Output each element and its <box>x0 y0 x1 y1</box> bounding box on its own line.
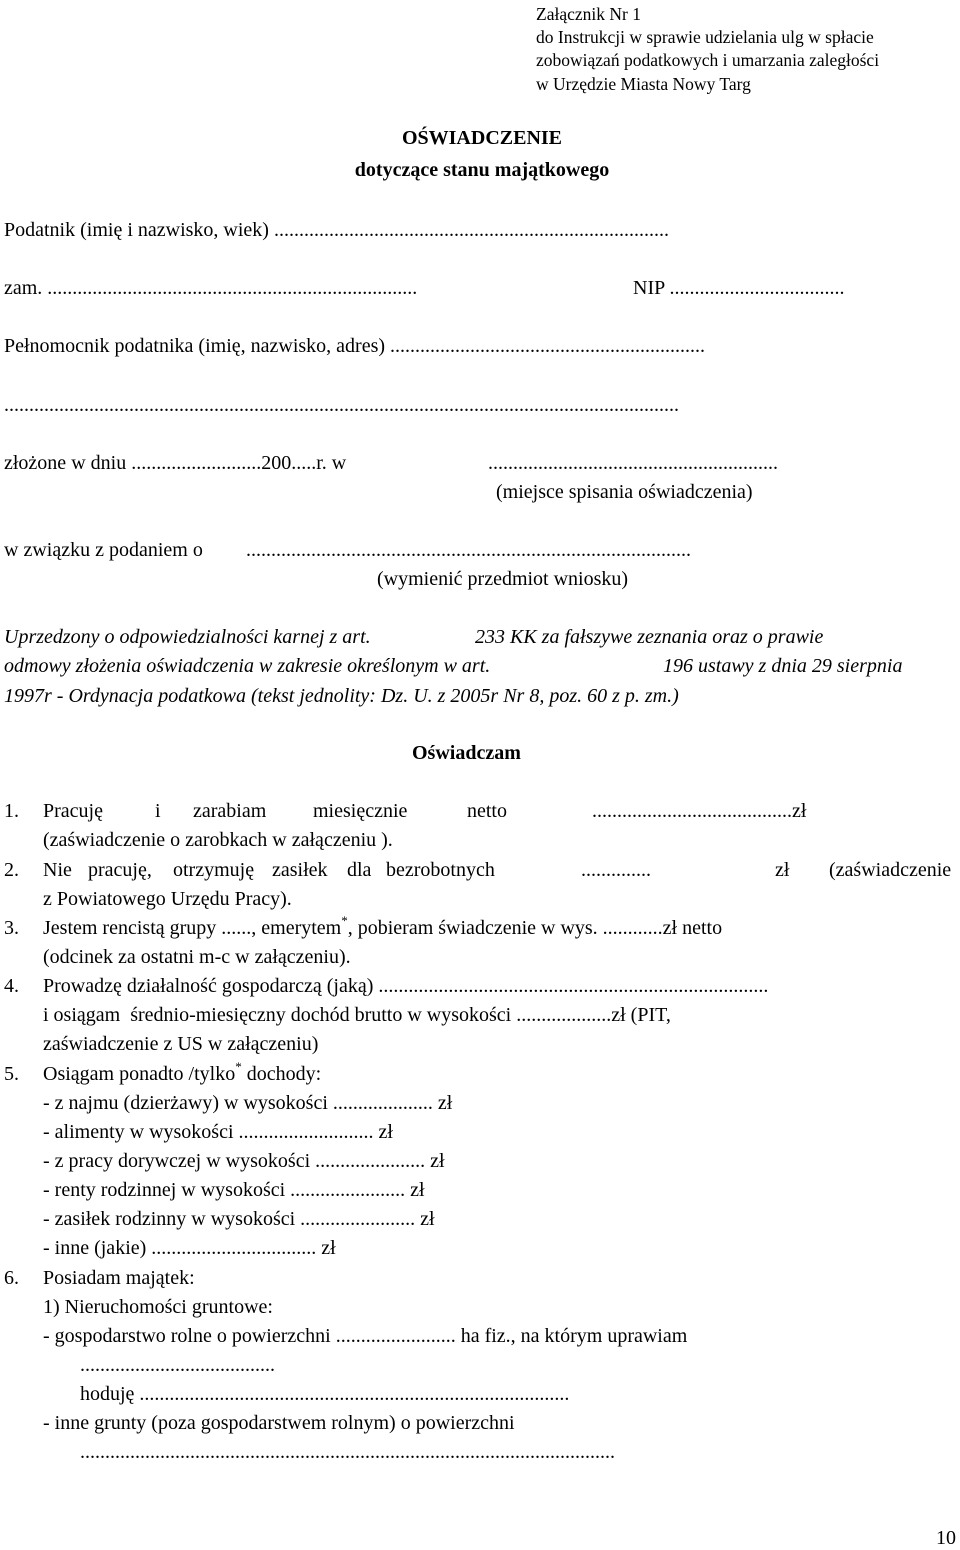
income-alimony-line: - alimenty w wysokości ........................... zł <box>43 1121 393 1143</box>
nip-field: NIP ................................... <box>633 277 845 299</box>
item-2-word-3: otrzymuję <box>173 859 255 881</box>
regarding-field: ......................................................................................... <box>246 539 691 561</box>
item-4-number: 4. <box>4 975 19 997</box>
other-land-line: - inne grunty (poza gospodarstwem rolnym) o powierzchni <box>43 1412 515 1434</box>
item-2-certificate: (zaświadczenie <box>829 859 952 881</box>
item-3-number: 3. <box>4 917 19 939</box>
income-other-line: - inne (jakie) ................................. zł <box>43 1237 336 1259</box>
warning-line-1-right: 233 KK za fałszywe zeznania oraz o prawie <box>475 626 824 648</box>
item-3-line-1 <box>43 913 723 942</box>
item-3-part-1: Jestem rencistą grupy ......, emerytem <box>43 917 342 939</box>
item-2-word-2: pracuję, <box>88 859 152 881</box>
item-5-number: 5. <box>4 1063 19 1085</box>
item-6-heading: Posiadam majątek: <box>43 1267 195 1289</box>
taxpayer-field: Podatnik (imię i nazwisko, wiek) ............................................................................... <box>4 219 669 241</box>
item-2-word-4: zasiłek <box>272 859 328 881</box>
warning-line-3: 1997r - Ordynacja podatkowa (tekst jednolity: Dz. U. z 2005r Nr 8, poz. 60 z p. zm.) <box>4 685 679 707</box>
document-subtitle: dotyczące stanu majątkowego <box>354 159 610 181</box>
item-5-heading-text: Osiągam ponadto /tylko <box>43 1063 236 1085</box>
address-field: zam. .......................................................................... <box>4 277 418 299</box>
asterisk-footnote-mark: * <box>235 1059 242 1074</box>
item-2-line-2: z Powiatowego Urzędu Pracy). <box>43 888 292 910</box>
item-1-value: ........................................zł <box>592 800 807 822</box>
farm-crops-line: ....................................... <box>80 1354 275 1376</box>
asterisk-footnote-mark: * <box>341 913 348 928</box>
income-rent-line: - z najmu (dzierżawy) w wysokości .................... zł <box>43 1092 453 1114</box>
proxy-field-continuation: ....................................................................................................................................... <box>4 394 679 416</box>
item-1-word-1: Pracuję <box>43 800 103 822</box>
farm-livestock-line: hoduję ...................................................................................... <box>80 1383 570 1405</box>
filed-place-field: .......................................................... <box>488 452 778 474</box>
subject-caption: (wymienić przedmiot wniosku) <box>377 568 629 590</box>
other-land-area-line: ........................................................................................................... <box>80 1441 615 1463</box>
item-1-word-5: netto <box>467 800 507 822</box>
farm-area-line: - gospodarstwo rolne o powierzchni ........................ ha fiz., na którym uprawiam <box>43 1325 688 1347</box>
item-2-word-5: dla <box>347 859 372 881</box>
item-1-word-2: i <box>155 800 161 822</box>
income-casual-work-line: - z pracy dorywczej w wysokości ...................... zł <box>43 1150 445 1172</box>
item-1-word-3: zarabiam <box>193 800 267 822</box>
item-5-heading <box>43 1059 322 1088</box>
proxy-field: Pełnomocnik podatnika (imię, nazwisko, adres) ............................................................... <box>4 335 706 357</box>
item-1-line-2: (zaświadczenie o zarobkach w załączeniu ). <box>43 829 393 851</box>
annex-line-2: do Instrukcji w sprawie udzielania ulg w spłacie <box>536 27 874 47</box>
income-family-allowance-line: - zasiłek rodzinny w wysokości ....................... zł <box>43 1208 435 1230</box>
item-2-word-1: Nie <box>43 859 72 881</box>
item-2-number: 2. <box>4 859 19 881</box>
annex-line-3: zobowiązań podatkowych i umarzania zaległości <box>536 50 880 70</box>
item-2-value: .............. <box>581 859 651 881</box>
warning-line-2-left: odmowy złożenia oświadczenia w zakresie określonym w art. <box>4 655 491 677</box>
item-3-line-2: (odcinek za ostatni m-c w załączeniu). <box>43 946 351 968</box>
filed-date-field: złożone w dniu ..........................200.....r. w <box>4 452 347 474</box>
regarding-label: w związku z podaniem o <box>4 539 203 561</box>
page-number: 10 <box>936 1527 956 1549</box>
item-3-part-2: , pobieram świadczenie w wys. ............zł netto <box>347 917 723 939</box>
income-family-pension-line: - renty rodzinnej w wysokości ....................... zł <box>43 1179 425 1201</box>
warning-line-2-right: 196 ustawy z dnia 29 sierpnia <box>663 655 903 677</box>
item-2-word-6: bezrobotnych <box>386 859 495 881</box>
item-2-currency: zł <box>775 859 790 881</box>
item-4-line-2: i osiągam średnio-miesięczny dochód brutto w wysokości ...................zł (PIT, <box>43 1004 671 1026</box>
item-1-word-4: miesięcznie <box>313 800 408 822</box>
declare-heading: Oświadczam <box>412 742 521 764</box>
document-title: OŚWIADCZENIE <box>401 127 563 149</box>
place-caption: (miejsce spisania oświadczenia) <box>496 481 753 503</box>
annex-line-4: w Urzędzie Miasta Nowy Targ <box>536 74 751 94</box>
item-4-line-3: zaświadczenie z US w załączeniu) <box>43 1033 319 1055</box>
real-estate-heading: 1) Nieruchomości gruntowe: <box>43 1296 273 1318</box>
item-6-number: 6. <box>4 1267 19 1289</box>
item-5-heading-suffix: dochody: <box>241 1063 322 1085</box>
item-4-line-1: Prowadzę działalność gospodarczą (jaką) .............................................................................. <box>43 975 769 997</box>
annex-title: Załącznik Nr 1 <box>536 4 641 24</box>
item-1-number: 1. <box>4 800 19 822</box>
warning-line-1-left: Uprzedzony o odpowiedzialności karnej z art. <box>4 626 371 648</box>
